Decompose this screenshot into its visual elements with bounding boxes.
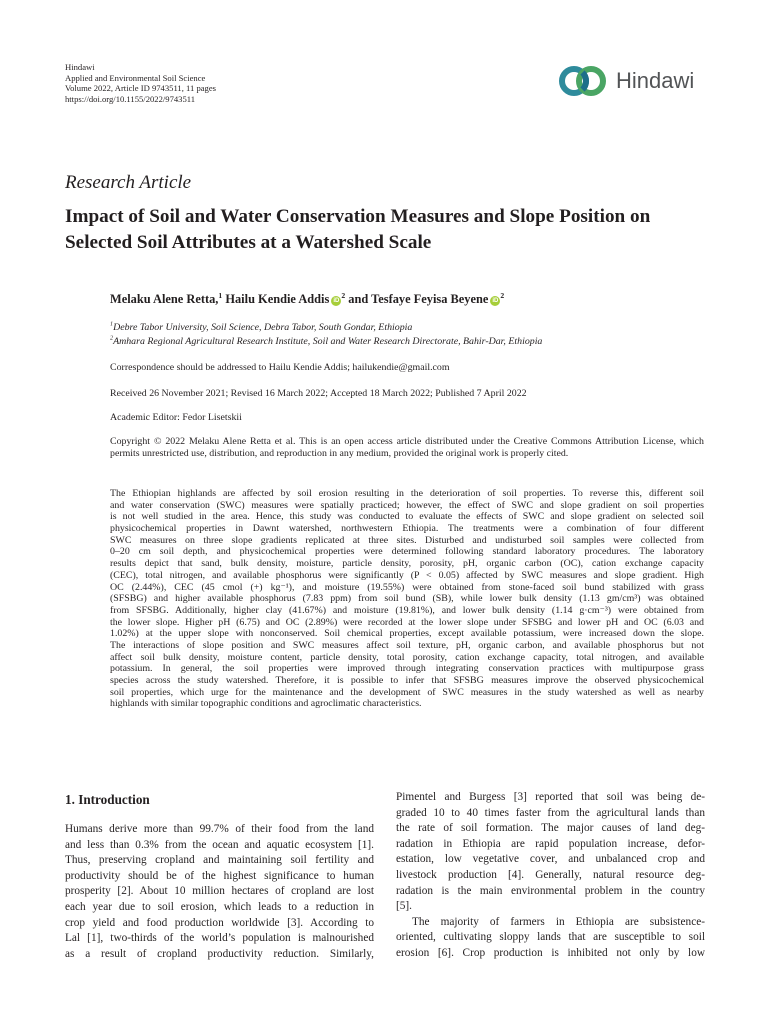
text-line: Thus, preserving cropland and maintaining soil fertility and [65,854,374,867]
text-line: (SFSBG) and higher available phosphorus (7.83 ppm) from soil bund (SB), while lower bulk density (1.13 gm/cm³) was obtained [110,593,704,605]
affiliations [110,322,704,347]
text-line: prosperity [2]. About 10 million hectares of cropland are lost [65,885,374,898]
text-line: radation in Ethiopia are rapid population increase, defor- [396,837,705,850]
text-line: livestock production [4]. Generally, natural resource deg- [396,868,705,881]
text-line: each year due to soil erosion, which leads to a reduction in [65,900,374,913]
text-line: oriented, cultivating sloppy lands that are susceptible to soil [396,931,705,944]
author-2: Hailu Kendie Addis $iD^2$ [222,290,346,306]
copyright-notice: Copyright © 2022 Melaku Alene Retta et al. This is an open access article distributed under the Creative Commons Attribution License, which permits unrestricted use, distribution, and reproduction in any medium, provided the original work is properly cited. [110,436,704,459]
text-line: as a result of cropland productivity reduction. Similarly, [65,947,374,960]
journal-metadata [65,62,216,104]
orcid-icon[interactable]: iD [492,298,499,304]
text-line: The Ethiopian highlands are affected by soil erosion resulting in the deterioration of soil properties. To reverse this, different soil [110,488,704,499]
text-line: graded 10 to 40 times faster from the agricultural lands than [396,806,705,819]
publisher-name: Hindawi [65,62,95,72]
author-3: and Tesfaye Feyisa Beyene $iD^2$ [345,290,505,306]
text-line: Lal [1], two-thirds of the world’s population is malnourished [65,932,374,945]
text-line: SWC measures on three slope gradients replicated at three sites. Disturbed and undisturbed soil samples were collected from [110,534,704,546]
text-line: physicochemical properties in Dawnt watershed, northwestern Ethiopia. The treatments were a combination of four different [110,523,704,535]
text-line: the rate of soil formation. The major causes of land deg- [396,822,705,835]
journal-name: Applied and Environmental Soil Science [65,72,206,83]
volume-info: Volume 2022, Article ID 9743511, 11 pages [65,83,217,94]
text-line: is not well studied in the area. Hence, this study was conducted to evaluate the effects of SWC and slope gradient on selected soil [110,511,704,523]
text-line: species across the study watershed. Therefore, it is possible to infer that SFSBG measures improve the observed physicochemical [110,675,704,686]
orcid-icon[interactable]: iD [333,298,340,304]
text-line: productivity should be of the highest significance to human [65,869,374,882]
affiliation-1: $^1$Debre Tabor University, Soil Science, Debra Tabor, South Gondar, Ethiopia [110,321,413,333]
text-line: radation is the main environmental problem in the country [396,884,705,897]
paper-title: Impact of Soil and Water Conservation Measures and Slope Position on Selected Soil Attributes at a Watershed Scale [65,206,651,253]
text-line: and water conservation (SWC) measures were spatially practiced; however, the effect of SWC and slope gradient on soil properties [110,499,704,511]
text-line: (CEC), total nitrogen, and available phosphorus were significantly (P < 0.05) affected by SWC measures and slope gradient. High [110,569,704,581]
doi-link[interactable]: https://doi.org/10.1155/2022/9743511 [65,93,196,104]
text-line: 0–20 cm soil depth, and physicochemical properties were determined following standard laboratory procedures. The laboratory [110,546,704,558]
academic-editor: Academic Editor: Fedor Lisetskii [110,412,242,423]
affiliation-2: $^2$Amhara Regional Agricultural Research Institute, Soil and Water Research Directorate, Bahir-Dar, Ethiopia [110,335,543,347]
text-line: affect soil bulk density, moisture content, particle density, total porosity, cation exchange capacity, total nitrogen, and available [110,651,704,663]
author-1: Melaku Alene Retta,$^1$ [110,290,223,306]
text-line: 1.02%) at the upper slope with nonconserved. Soil chemical properties, except available potassium, were increased down the slope. [110,628,704,640]
logo-wordmark: Hindawi [616,68,695,93]
text-line: potassium. In general, the soil properties were improved through integrating conservation practices with multipurpose grass [110,663,704,675]
text-line: The interactions of slope position and SWC measures affect soil texture, pH, organic carbon, and available phosphorus but not [110,639,704,651]
text-line: Pimentel and Burgess [3] reported that soil was being de- [396,791,705,803]
text-line: soil properties, which urge for the maintenance and the development of SWC measures in the study watershed as well as nearby [110,686,704,698]
left-column-text [65,822,374,962]
text-line: and less than 0.3% from the ocean and aquatic ecosystem [1]. [65,838,374,851]
text-line: [5]. [396,900,412,913]
text-line: results depict that sand, bulk density, moisture, particle density, porosity, pH, organic carbon (OC), cation exchange capacity [110,558,704,570]
text-line: The majority of farmers in Ethiopia are subsistence- [412,915,705,928]
text-line: the lower slope. Higher pH (6.75) and OC (2.89%) were recorded at the lower slope under SFSBG and lower pH and OC (6.03 and [110,616,704,628]
text-line: from SFSBG. Additionally, higher clay (41.67%) and moisture (19.81%), and lower bulk density (1.14 g·cm⁻³) were obtained from [110,604,704,616]
section-heading: 1. Introduction [65,792,150,807]
correspondence: Correspondence should be addressed to Hailu Kendie Addis; hailukendie@gmail.com [110,362,450,373]
article-type: Research Article [65,172,192,193]
hindawi-rings-icon [558,64,608,98]
text-line: OC (2.44%), CEC (45 cmol (+) kg⁻¹), and moisture (19.55%) were obtained from stone-faced soil bund stabilized with grass [110,581,704,593]
abstract [110,488,704,710]
publication-dates: Received 26 November 2021; Revised 16 March 2022; Accepted 18 March 2022; Published 7 April 2022 [110,388,527,399]
text-line: crop yield and food production worldwide [3]. According to [65,916,374,929]
text-line: estation, low vegetative cover, and unbalanced crop and [396,853,705,866]
text-line: erosion [6]. Crop production is inhibited not only by low [396,946,705,959]
hindawi-logo [558,62,710,100]
text-line: highlands with similar topographic conditions and agroclimatic characteristics. [110,698,422,710]
right-column-text [396,790,705,962]
text-line: Humans derive more than 99.7% of their food from the land [65,823,374,835]
author-list [110,292,504,307]
